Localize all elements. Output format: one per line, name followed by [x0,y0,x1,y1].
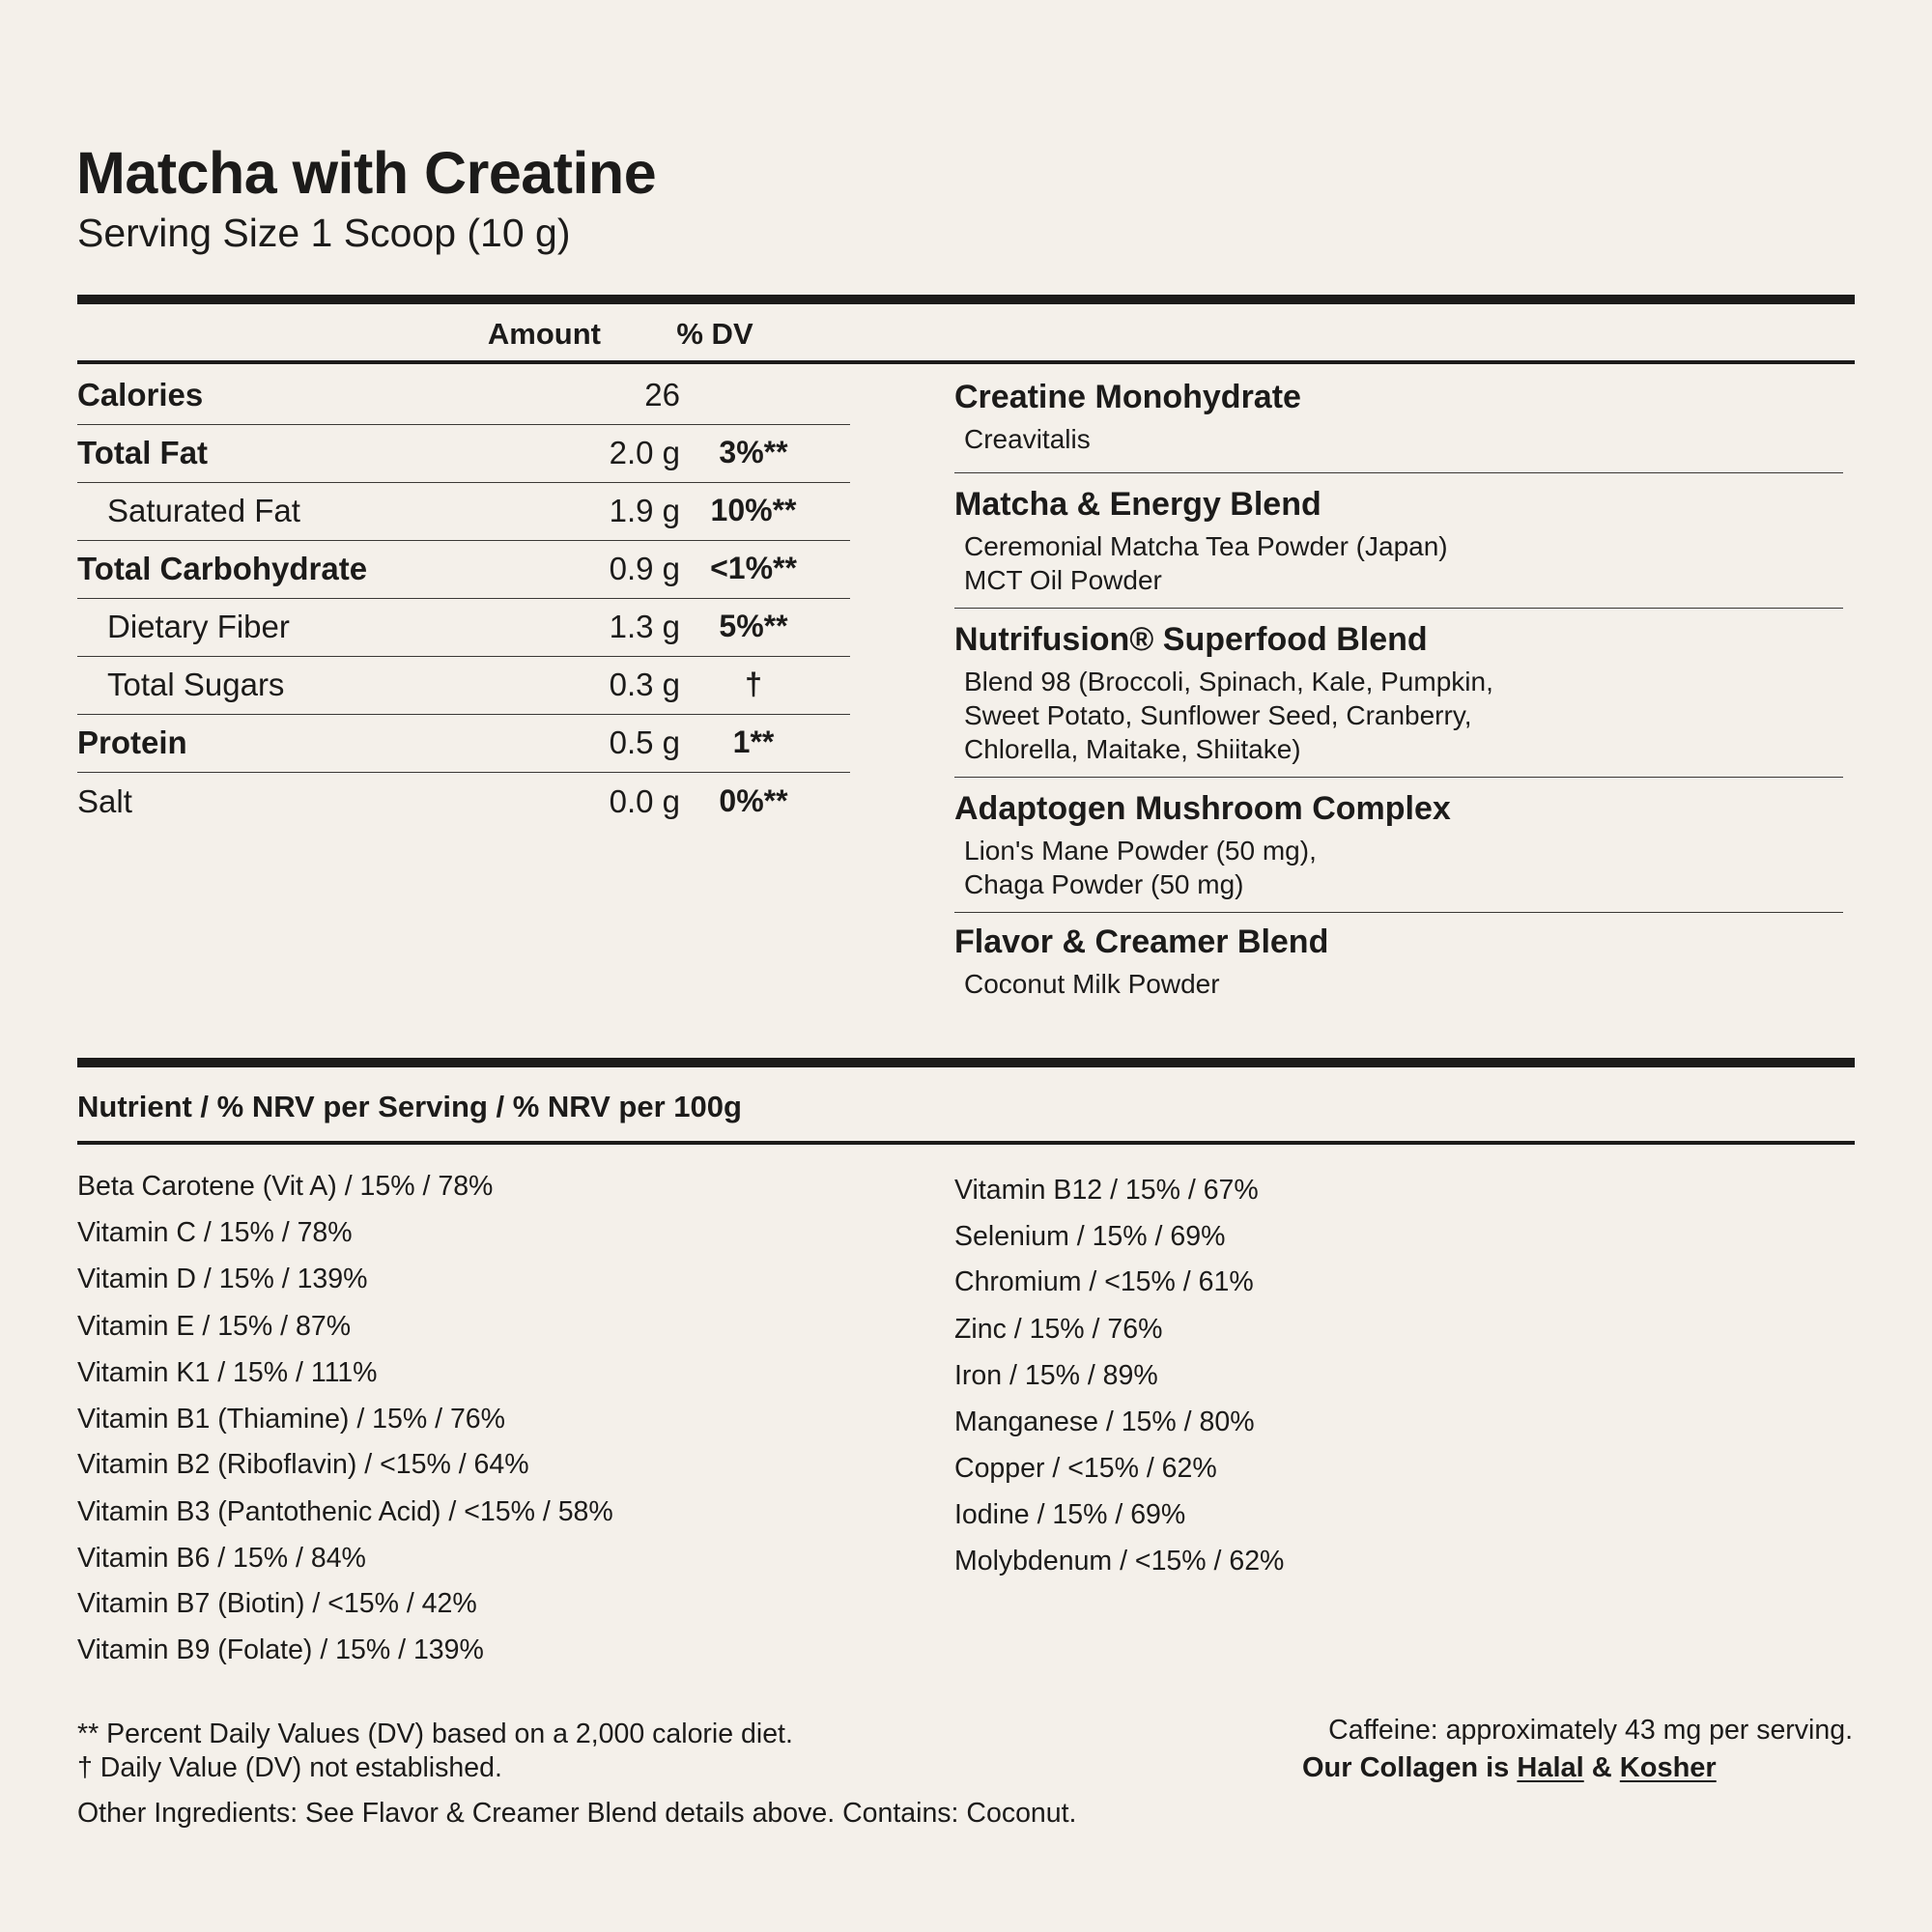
kosher-link[interactable]: Kosher [1619,1752,1717,1783]
nutrient-dv: 5%** [719,609,788,643]
caffeine-note: Caffeine: approximately 43 mg per serving. [1328,1715,1853,1746]
nutrient-amount: 0.0 g [609,783,680,819]
nutrition-row-protein [77,715,850,773]
blend-creatine-monohydrate [954,379,1843,473]
nrv-item: Molybdenum / <15% / 62% [954,1546,1285,1577]
footnote-dv-not-established: † Daily Value (DV) not established. [77,1752,502,1783]
nutrient-label: Total Sugars [107,667,285,702]
nutrient-dv: 3%** [719,435,788,469]
nrv-item: Zinc / 15% / 76% [954,1314,1163,1345]
nutrient-label: Dietary Fiber [107,609,290,644]
nutrient-amount: 0.5 g [609,724,680,760]
nutrient-amount: 26 [644,377,680,412]
nrv-item: Iron / 15% / 89% [954,1360,1158,1391]
nrv-header: Nutrient / % NRV per Serving / % NRV per 100g [77,1090,742,1123]
nrv-item: Copper / <15% / 62% [954,1453,1217,1484]
blend-ingredient: Sweet Potato, Sunflower Seed, Cranberry, [964,700,1472,730]
serving-size: Serving Size 1 Scoop (10 g) [77,211,571,255]
nutrient-dv: 1** [732,724,775,759]
nutrition-row-saturated-fat [77,483,850,541]
nrv-item: Iodine / 15% / 69% [954,1499,1186,1530]
nrv-item: Vitamin C / 15% / 78% [77,1217,353,1248]
blend-ingredient: Lion's Mane Powder (50 mg), [964,836,1317,866]
nutrition-row-salt [77,774,850,832]
blend-ingredient: Chaga Powder (50 mg) [964,869,1244,899]
amount-column-header: Amount [487,317,601,351]
nrv-item: Vitamin B12 / 15% / 67% [954,1175,1259,1206]
dv-column-header: % DV [676,317,753,351]
blend-ingredient: Ceremonial Matcha Tea Powder (Japan) [964,531,1448,561]
nutrient-amount: 2.0 g [609,435,680,470]
nutrient-label: Salt [77,783,132,819]
nutrition-row-dietary-fiber [77,599,850,657]
blend-ingredient: MCT Oil Powder [964,565,1162,595]
nutrient-amount: 1.9 g [609,493,680,528]
nrv-item: Vitamin K1 / 15% / 111% [77,1357,378,1388]
nutrient-label: Calories [77,377,204,412]
nrv-item: Vitamin B6 / 15% / 84% [77,1543,366,1574]
blend-ingredient: Creavitalis [964,424,1091,454]
nrv-item: Manganese / 15% / 80% [954,1406,1255,1437]
nutrient-dv: † [745,667,762,701]
nutrient-label: Protein [77,724,187,760]
nrv-item: Vitamin B3 (Pantothenic Acid) / <15% / 58% [77,1496,613,1527]
nrv-item: Vitamin D / 15% / 139% [77,1264,368,1294]
nutrient-label: Saturated Fat [107,493,300,528]
blend-ingredient: Blend 98 (Broccoli, Spinach, Kale, Pumpkin, [964,667,1493,696]
blend-ingredient: Coconut Milk Powder [964,969,1220,999]
nrv-item: Vitamin B2 (Riboflavin) / <15% / 64% [77,1449,529,1480]
nutrition-row-total-fat [77,425,850,483]
nutrient-label: Total Carbohydrate [77,551,368,586]
halal-link[interactable]: Halal [1517,1752,1584,1783]
nutrient-amount: 0.3 g [609,667,680,702]
blend-flavor-creamer [954,923,1843,1001]
blend-title: Matcha & Energy Blend [954,486,1321,523]
nrv-item: Vitamin B9 (Folate) / 15% / 139% [77,1634,484,1665]
nutrient-label: Total Fat [77,435,209,470]
nrv-item: Chromium / <15% / 61% [954,1266,1254,1297]
collagen-certification [1302,1752,1717,1784]
header-rule [77,360,1855,364]
nrv-item: Beta Carotene (Vit A) / 15% / 78% [77,1171,494,1202]
nrv-item: Vitamin B7 (Biotin) / <15% / 42% [77,1588,477,1619]
nutrient-amount: 1.3 g [609,609,680,644]
blend-title: Adaptogen Mushroom Complex [954,790,1451,827]
nrv-item: Vitamin B1 (Thiamine) / 15% / 76% [77,1404,506,1435]
nutrient-dv: 10%** [710,493,797,527]
blend-matcha-energy [954,486,1843,609]
blend-title: Creatine Monohydrate [954,379,1301,415]
top-thick-rule [77,295,1855,304]
nutrition-row-total-carbohydrate [77,541,850,599]
other-ingredients: Other Ingredients: See Flavor & Creamer Blend details above. Contains: Coconut. [77,1798,1077,1829]
blend-adaptogen-mushroom [954,790,1843,913]
blend-title: Nutrifusion® Superfood Blend [954,621,1428,658]
nrv-item: Vitamin E / 15% / 87% [77,1311,352,1342]
nutrient-amount: 0.9 g [609,551,680,586]
nutrition-row-calories [77,367,850,425]
nrv-thick-rule [77,1058,1855,1067]
nutrient-dv: 0%** [719,783,788,818]
blend-ingredient: Chlorella, Maitake, Shiitake) [964,734,1301,764]
ampersand: & [1591,1752,1612,1783]
footnote-daily-values: ** Percent Daily Values (DV) based on a 2,000 calorie diet. [77,1719,793,1749]
blend-title: Flavor & Creamer Blend [954,923,1329,960]
nutrient-dv: <1%** [710,551,797,585]
nrv-header-rule [77,1141,1855,1145]
blend-nutrifusion-superfood [954,621,1843,778]
nutrition-row-total-sugars [77,657,850,715]
product-title: Matcha with Creatine [76,140,657,206]
collagen-prefix: Our Collagen is [1302,1752,1510,1783]
nrv-item: Selenium / 15% / 69% [954,1221,1226,1252]
